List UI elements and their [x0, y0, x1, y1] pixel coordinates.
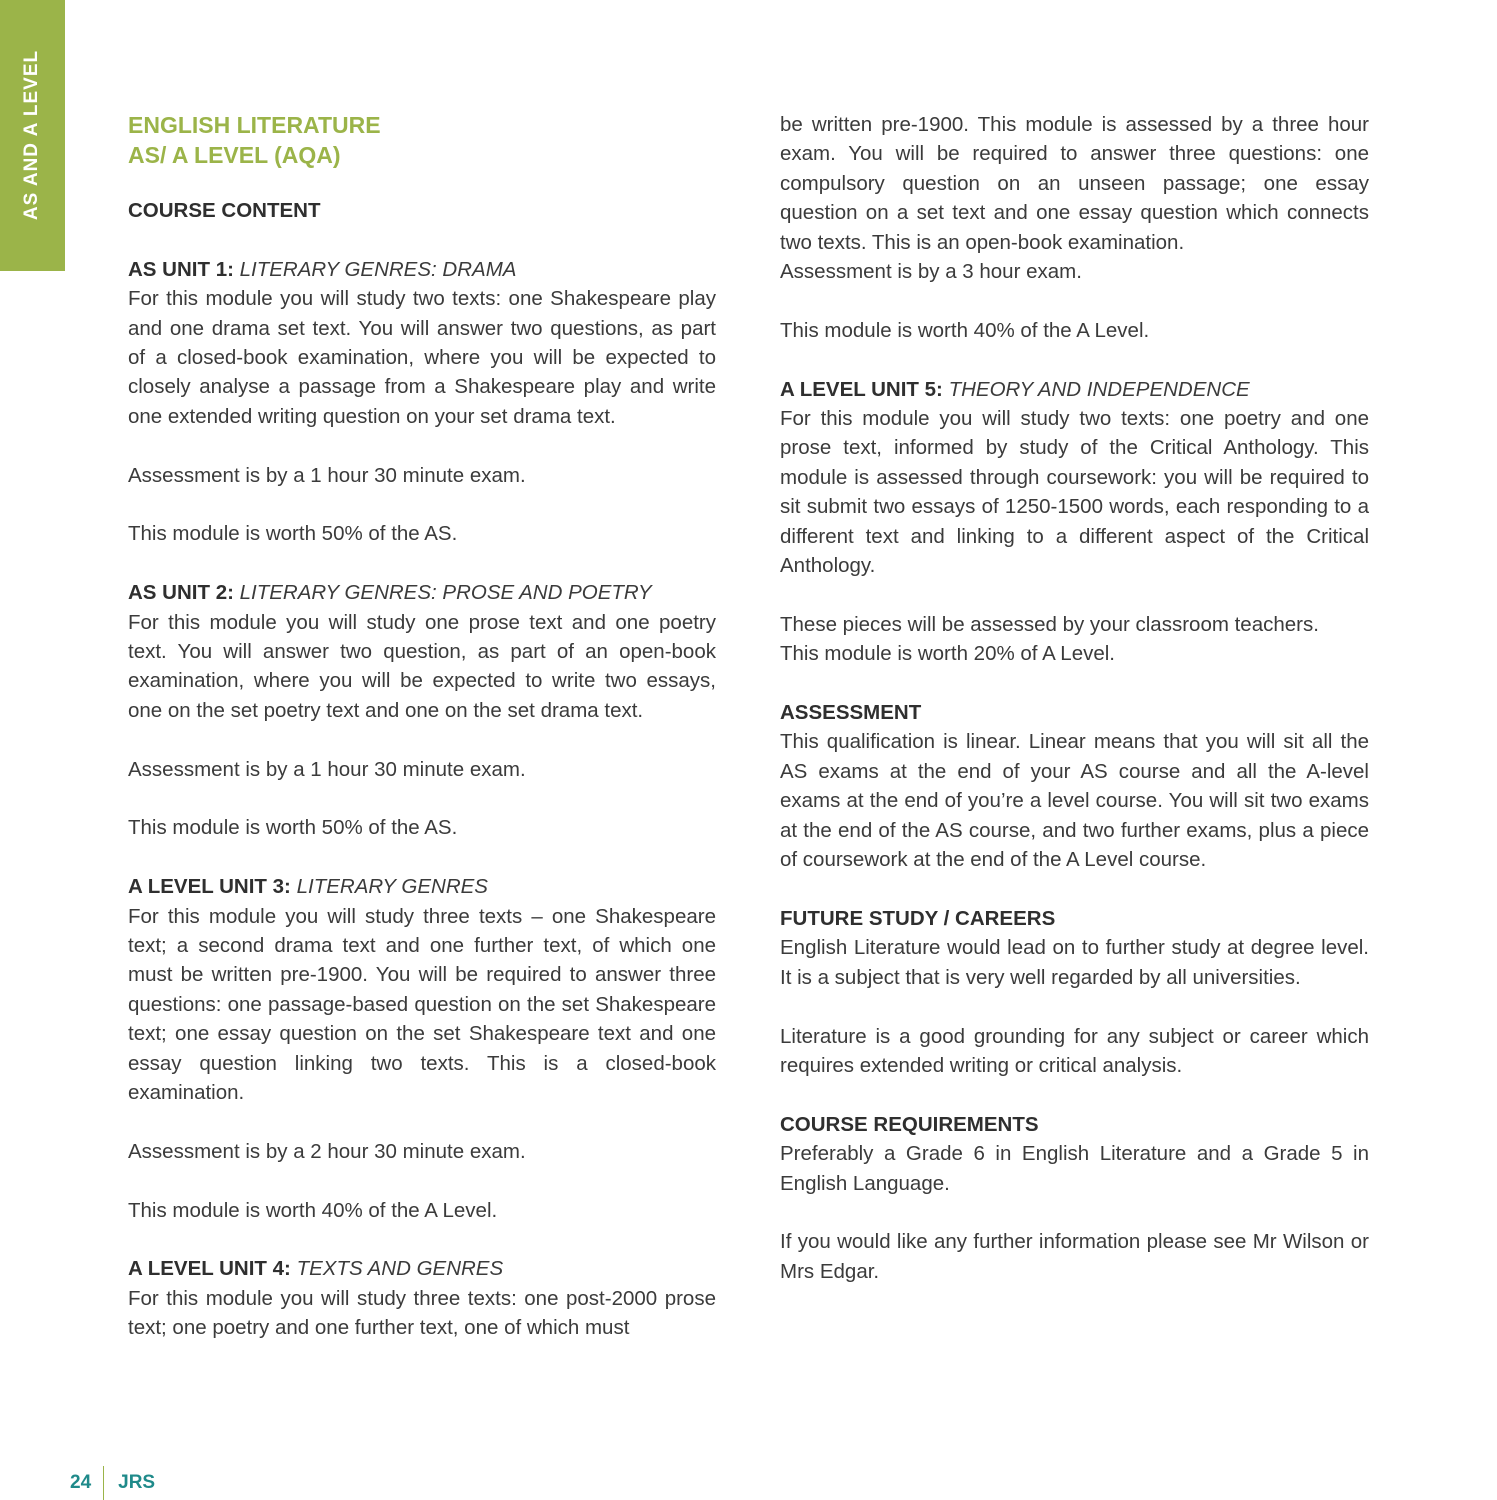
- page-title: [128, 110, 716, 170]
- a-unit4-heading: [128, 1254, 716, 1283]
- a-unit3-worth: This module is worth 40% of the A Level.: [128, 1198, 498, 1222]
- a-unit5-body: For this module you will study two texts: one poetry and one prose text, informed by study of the Critical Anthology. This module is assessed through coursework: you will be required to sit submit two essays of 1250-1500 words, each responding to a different text and linking to a different aspect of the Critical Anthology.: [780, 407, 1369, 578]
- assessment-body: This qualification is linear. Linear means that you will sit all the AS exams at the end of your AS course and all the A-level exams at the end of you’re a level course. You will sit two exams at the end of the AS course, and two further exams, plus a piece of coursework at the end of the A Level course.: [780, 730, 1369, 872]
- as-unit2-heading: [128, 578, 716, 607]
- side-tab-label: AS AND A LEVEL: [21, 49, 42, 221]
- a-unit3-subtitle: LITERARY GENRES: [296, 875, 488, 899]
- as-unit1-body: For this module you will study two texts: one Shakespeare play and one drama set text. You will answer two questions, as part of a closed-book examination, where you will be expected to closely analyse a passage from a Shakespeare play and write one extended writing question on your set drama text.: [128, 287, 716, 428]
- a-unit3-heading: [128, 872, 716, 901]
- requirements-body: Preferably a Grade 6 in English Literature and a Grade 5 in English Language.: [780, 1142, 1369, 1195]
- as-unit2-worth: This module is worth 50% of the AS.: [128, 816, 458, 840]
- a-unit5-label: A LEVEL UNIT 5:: [780, 377, 943, 401]
- as-unit1-subtitle: LITERARY GENRES: DRAMA: [239, 257, 517, 281]
- a-unit3-body: For this module you will study three texts – one Shakespeare text; a second drama text and one further text, of which one must be written pre-1900. You will be required to answer three questions: one passage-based question on the set Shakespeare text; one essay question on the set Shakespeare text and one essay question linking two texts. This is a closed-book examination.: [128, 904, 716, 1105]
- as-unit2-body: For this module you will study one prose text and one poetry text. You will answer two question, as part of an open-book examination, where you will be expected to write two essays, one on the set poetry text and one on the set drama text.: [128, 610, 716, 722]
- future-study-heading: FUTURE STUDY / CAREERS: [780, 906, 1056, 930]
- a-unit4-subtitle: TEXTS AND GENRES: [296, 1257, 504, 1281]
- a-unit5-heading: [780, 375, 1369, 404]
- as-unit2-subtitle: LITERARY GENRES: PROSE AND POETRY: [239, 581, 652, 605]
- page-number: 24: [70, 1472, 92, 1493]
- a-unit5-worth: This module is worth 20% of A Level.: [780, 642, 1116, 666]
- as-unit1-heading: [128, 255, 716, 284]
- as-unit2-assessment: Assessment is by a 1 hour 30 minute exam.: [128, 757, 526, 781]
- course-content-heading: COURSE CONTENT: [128, 199, 321, 222]
- a-unit4-assessment: Assessment is by a 3 hour exam.: [780, 260, 1082, 284]
- as-unit1-label: AS UNIT 1:: [128, 257, 234, 281]
- as-unit2-label: AS UNIT 2:: [128, 581, 234, 605]
- title-line-1: ENGLISH LITERATURE: [128, 112, 381, 138]
- a-unit3-assessment: Assessment is by a 2 hour 30 minute exam.: [128, 1139, 526, 1163]
- footer-divider: [103, 1466, 104, 1500]
- right-column: [780, 110, 1369, 1316]
- page-footer: [70, 1466, 155, 1500]
- left-column: [128, 110, 716, 1372]
- side-tab: [0, 0, 65, 271]
- future-study-body-1: English Literature would lead on to further study at degree level. It is a subject that is very well regarded by all universities.: [780, 936, 1369, 989]
- a-unit4-worth: This module is worth 40% of the A Level.: [780, 318, 1150, 342]
- a-unit4-label: A LEVEL UNIT 4:: [128, 1257, 291, 1281]
- a-unit5-subtitle: THEORY AND INDEPENDENCE: [948, 377, 1250, 401]
- requirements-contact: If you would like any further information please see Mr Wilson or Mrs Edgar.: [780, 1230, 1369, 1283]
- as-unit1-assessment: Assessment is by a 1 hour 30 minute exam.: [128, 463, 526, 487]
- school-name: JRS: [118, 1472, 156, 1493]
- future-study-body-2: Literature is a good grounding for any subject or career which requires extended writing or critical analysis.: [780, 1024, 1369, 1077]
- a-unit4-body-part1: For this module you will study three texts: one post-2000 prose text; one poetry and one further text, one of which must: [128, 1286, 716, 1340]
- a-unit3-label: A LEVEL UNIT 3:: [128, 875, 291, 899]
- title-line-2: AS/ A LEVEL (AQA): [128, 142, 341, 168]
- requirements-heading: COURSE REQUIREMENTS: [780, 1112, 1039, 1136]
- as-unit1-worth: This module is worth 50% of the AS.: [128, 522, 458, 546]
- a-unit4-body-part2: be written pre-1900. This module is assessed by a three hour exam. You will be required to answer three questions: one compulsory question on an unseen passage; one essay question on a set text and one essay question which connects two texts. This is an open-book examination.: [780, 113, 1369, 254]
- assessment-heading: ASSESSMENT: [780, 701, 922, 725]
- a-unit5-assessed-by: These pieces will be assessed by your classroom teachers.: [780, 612, 1319, 636]
